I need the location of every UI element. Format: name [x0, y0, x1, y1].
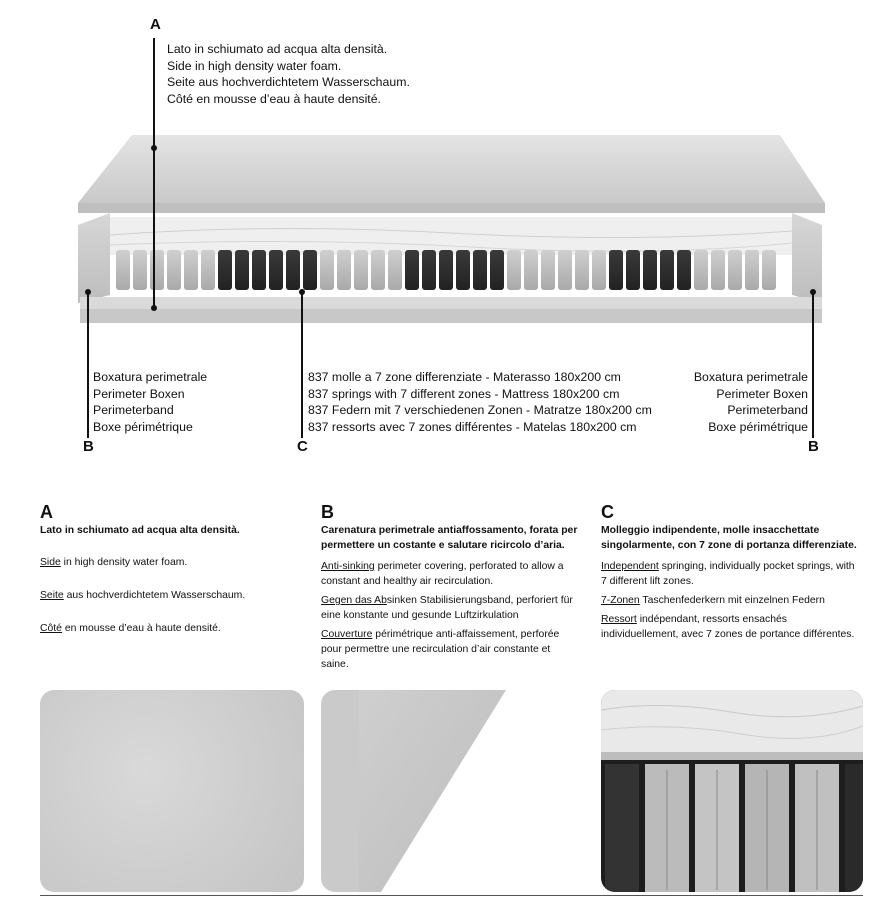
pocket-spring [371, 250, 385, 290]
detail-keyword: Gegen das Ab [321, 595, 387, 606]
detail-entry [601, 593, 863, 608]
pocket-spring [269, 250, 283, 290]
detail-letter-c: C [601, 502, 614, 522]
callout-b-left-line: Boxe périmétrique [93, 419, 193, 434]
callout-letter-b-left: B [83, 438, 94, 455]
pocket-spring [643, 250, 657, 290]
pocket-spring [235, 250, 249, 290]
callout-b-right-line: Boxe périmétrique [708, 419, 808, 434]
detail-text: perimeter covering, perforated to allow a constant and healthy air recirculation. [321, 561, 564, 587]
detail-text: springing, individually pocket springs, with 7 different lift zones. [601, 561, 855, 587]
pocket-spring [303, 250, 317, 290]
callout-text-b-right [694, 369, 808, 435]
callout-dot-b-left [85, 289, 91, 295]
detail-keyword: Side [40, 557, 61, 568]
callout-letter-b-right: B [808, 438, 819, 455]
callout-c-line: 837 springs with 7 different zones - Mattress 180x200 cm [308, 386, 620, 401]
pocket-spring [201, 250, 215, 290]
pocket-spring [405, 250, 419, 290]
detail-text: indépendant, ressorts ensachés individuellement, avec 7 zones de portance différentes. [601, 614, 855, 640]
pocket-springs-drawing [601, 690, 863, 892]
detail-text: Taschenfederkern mit einzelnen Federn [639, 595, 825, 606]
pocket-spring [133, 250, 147, 290]
callout-b-right-line: Boxatura perimetrale [693, 370, 808, 384]
detail-text: sinken Stabilisierungsband, perforiert für eine konstante und gesunde Luftzirkulation [321, 595, 573, 621]
detail-heading-b: Carenatura perimetrale antiaffossamento, forata per permettere un costante e salutare ricircolo d’aria. [321, 525, 578, 551]
callout-text-a [167, 41, 410, 107]
pocket-spring [728, 250, 742, 290]
pocket-spring [218, 250, 232, 290]
callout-a-line: Lato in schiumato ad acqua alta densità. [167, 42, 388, 56]
pocket-spring [745, 250, 759, 290]
detail-column-c [601, 502, 863, 646]
detail-column-a [40, 502, 290, 654]
pocket-spring [286, 250, 300, 290]
detail-keyword: Anti-sinking [321, 561, 375, 572]
detail-text: périmétrique anti-affaissement, perforée pour permettre une recirculation d’air constante et saine. [321, 629, 560, 670]
pocket-spring [184, 250, 198, 290]
callout-c-line: 837 ressorts avec 7 zones différentes - Matelas 180x200 cm [308, 419, 637, 434]
pocket-spring [354, 250, 368, 290]
callout-a-line: Seite aus hochverdichtetem Wasserschaum. [167, 75, 410, 89]
detail-entry [40, 588, 290, 603]
callout-dot-c [299, 289, 305, 295]
detail-entry [321, 593, 579, 623]
callout-c-line: 837 molle a 7 zone differenziate - Materasso 180x200 cm [308, 370, 621, 384]
callout-text-b-left [93, 369, 207, 435]
pocket-spring [388, 250, 402, 290]
pocket-spring [337, 250, 351, 290]
detail-keyword: Independent [601, 561, 659, 572]
pocket-spring [252, 250, 266, 290]
pocket-spring [592, 250, 606, 290]
callout-dot-a-top [151, 145, 157, 151]
callout-b-left-line: Perimeter Boxen [93, 386, 185, 401]
callout-line-a [153, 38, 155, 308]
pocket-spring [524, 250, 538, 290]
pocket-spring [473, 250, 487, 290]
perimeter-covering-photo [321, 690, 583, 892]
detail-column-b [321, 502, 579, 676]
callout-a-line: Side in high density water foam. [167, 58, 342, 73]
pocket-spring [456, 250, 470, 290]
pocket-spring [575, 250, 589, 290]
detail-text: in high density water foam. [60, 557, 188, 568]
pocket-spring [167, 250, 181, 290]
pocket-spring [660, 250, 674, 290]
callout-line-c [301, 292, 303, 438]
pocket-spring [711, 250, 725, 290]
perimeter-covering-drawing [321, 690, 583, 892]
pocket-spring [558, 250, 572, 290]
detail-keyword: Ressort [601, 614, 637, 625]
callout-a-line: Côté en mousse d’eau à haute densité. [167, 91, 381, 106]
callout-line-b-left [87, 292, 89, 438]
detail-entry [601, 612, 863, 642]
detail-keyword: 7-Zonen [601, 595, 640, 606]
callout-dot-b-right [810, 289, 816, 295]
pocket-springs-photo [601, 690, 863, 892]
pocket-spring [762, 250, 776, 290]
pocket-spring [116, 250, 130, 290]
callout-text-c [308, 369, 652, 435]
pocket-spring [439, 250, 453, 290]
callout-b-left-line: Boxatura perimetrale [93, 370, 208, 384]
detail-entry [40, 621, 290, 636]
detail-heading-a: Lato in schiumato ad acqua alta densità. [40, 525, 240, 536]
pocket-spring [694, 250, 708, 290]
bottom-divider [40, 895, 863, 896]
callout-line-b-right [812, 292, 814, 438]
callout-b-right-line: Perimeter Boxen [716, 386, 808, 401]
foam-side-photo [40, 690, 304, 892]
detail-entry [321, 559, 579, 589]
pocket-spring [320, 250, 334, 290]
callout-b-left-line: Perimeterband [93, 403, 174, 417]
pocket-spring [422, 250, 436, 290]
detail-entry [40, 555, 290, 570]
pocket-spring [507, 250, 521, 290]
detail-entry [601, 559, 863, 589]
callout-letter-a: A [150, 16, 161, 33]
callout-dot-a-bottom [151, 305, 157, 311]
pocket-spring [626, 250, 640, 290]
detail-letter-a: A [40, 502, 53, 522]
callout-b-right-line: Perimeterband [727, 403, 808, 417]
detail-text: en mousse d’eau à haute densité. [61, 623, 221, 634]
pocket-spring [677, 250, 691, 290]
detail-keyword: Côté [40, 623, 62, 634]
detail-text: aus hochverdichtetem Wasserschaum. [63, 590, 246, 601]
detail-letter-b: B [321, 502, 334, 522]
pocket-spring [609, 250, 623, 290]
detail-keyword: Seite [40, 590, 64, 601]
pocket-spring [490, 250, 504, 290]
mattress-illustration [70, 125, 840, 340]
callout-letter-c: C [297, 438, 308, 455]
callout-c-line: 837 Federn mit 7 verschiedenen Zonen - Matratze 180x200 cm [308, 403, 652, 417]
mattress-cutaway-drawing [70, 125, 840, 340]
detail-entry [321, 627, 579, 672]
detail-heading-c: Molleggio indipendente, molle insacchettate singolarmente, con 7 zone di portanza differenziate. [601, 525, 857, 551]
pocket-spring [541, 250, 555, 290]
detail-keyword: Couverture [321, 629, 373, 640]
